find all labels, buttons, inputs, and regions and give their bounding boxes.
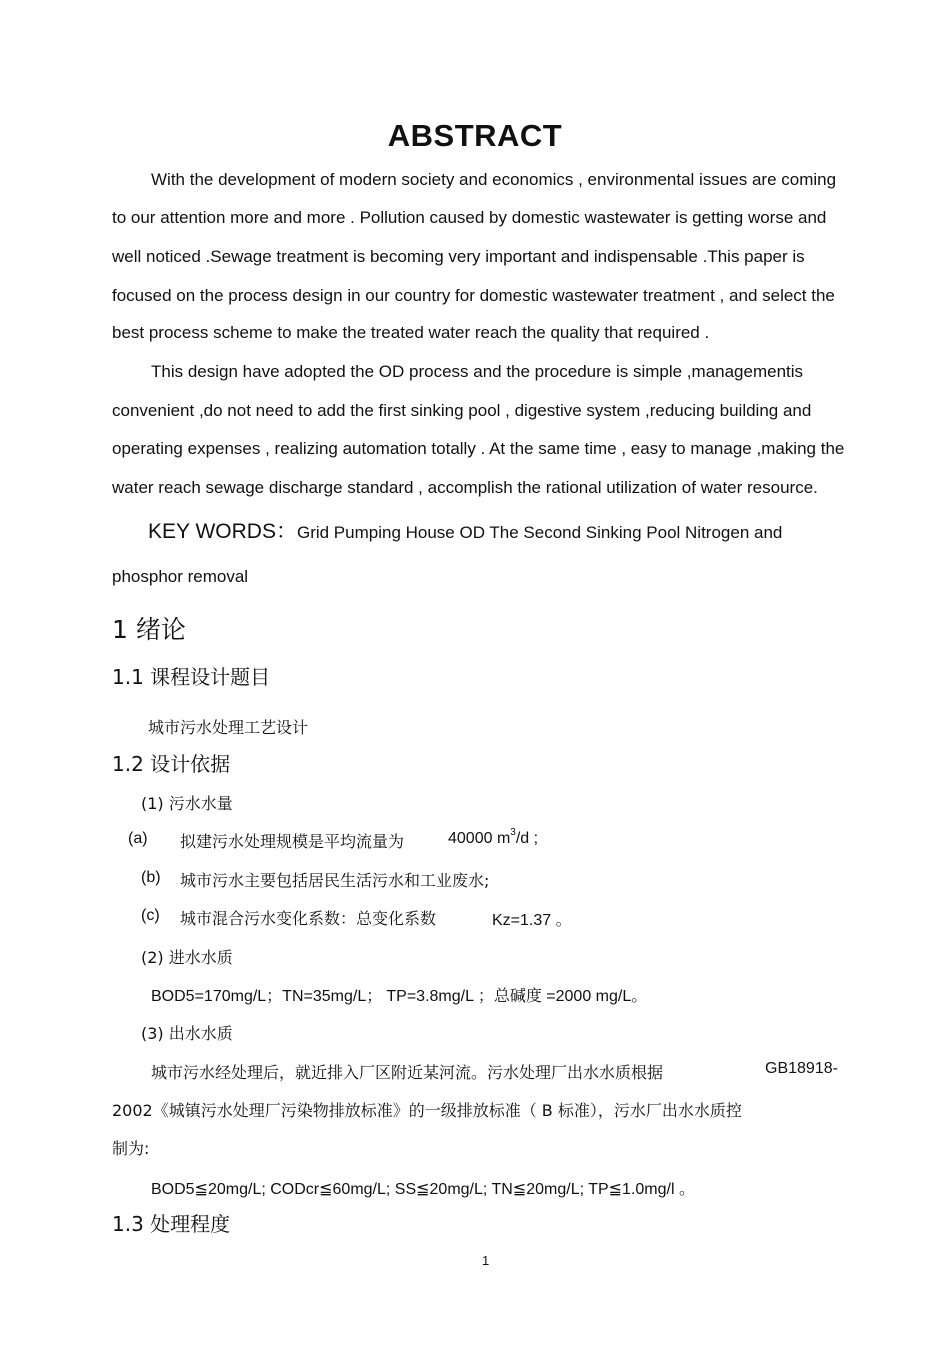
item-a-text: 拟建污水处理规模是平均流量为 — [180, 832, 405, 851]
section-1-heading: 1 绪论 — [112, 615, 186, 644]
item-b-text: 城市污水主要包括居民生活污水和工业废水; — [180, 871, 490, 890]
outflow-text-line-1: 城市污水经处理后，就近排入厂区附近某河流。污水处理厂出水水质根据 — [151, 1063, 664, 1082]
item-a-value — [448, 827, 539, 848]
flow-unit-superscript: 3 — [510, 827, 516, 838]
abstract-line-5: best process scheme to make the treated water reach the quality that required . — [112, 323, 710, 342]
outflow-quality-item: (3) 出水水质 — [141, 1024, 233, 1043]
outflow-text-line-2: 2002《城镇污水处理厂污染物排放标准》的一级排放标准（ B 标准），污水厂出水水质控 — [112, 1101, 742, 1120]
item-c-text: 城市混合污水变化系数：总变化系数 — [180, 909, 437, 928]
section-1-1-heading: 1.1 课程设计题目 — [112, 665, 271, 689]
page-number: 1 — [482, 1253, 490, 1268]
inflow-quality-values: BOD5=170mg/L；TN=35mg/L； TP=3.8mg/L ；总碱度 =2000 mg/L。 — [151, 988, 648, 1005]
abstract-line-9: water reach sewage discharge standard , accomplish the rational utilization of water resource. — [112, 478, 818, 497]
flow-value: 40000 m — [448, 830, 511, 847]
item-c-value: Kz=1.37 。 — [492, 912, 572, 929]
section-1-3-heading: 1.3 处理程度 — [112, 1212, 231, 1236]
abstract-line-7: convenient ,do not need to add the first sinking pool , digestive system ,reducing building and — [112, 401, 812, 420]
abstract-line-4: focused on the process design in our country for domestic wastewater treatment , and select the — [112, 286, 835, 305]
abstract-line-3: well noticed .Sewage treatment is becoming very important and indispensable .This paper is — [112, 247, 805, 266]
abstract-line-2: to our attention more and more . Pollution caused by domestic wastewater is getting worse and — [112, 208, 827, 227]
abstract-line-6: This design have adopted the OD process and the procedure is simple ,managementis — [151, 362, 804, 381]
outflow-limits: BOD5≦20mg/L; CODcr≦60mg/L; SS≦20mg/L; TN≦20mg/L; TP≦1.0mg/l 。 — [151, 1181, 695, 1198]
item-b-label: (b) — [141, 869, 161, 886]
keywords-label: KEY WORDS： — [148, 520, 297, 543]
section-1-2-heading: 1.2 设计依据 — [112, 752, 231, 776]
keywords-line — [148, 515, 782, 545]
outflow-standard-code: GB18918- — [765, 1060, 838, 1077]
item-c-label: (c) — [141, 907, 160, 924]
abstract-line-8: operating expenses , realizing automation totally . At the same time , easy to manage ,making the — [112, 439, 845, 458]
abstract-title: ABSTRACT — [387, 118, 563, 153]
abstract-line-1: With the development of modern society and economics , environmental issues are coming — [151, 170, 837, 189]
outflow-text-line-3: 制为: — [112, 1139, 150, 1158]
keywords-text: Grid Pumping House OD The Second Sinking Pool Nitrogen and — [296, 523, 783, 542]
inflow-quality-item: (2) 进水水质 — [141, 948, 233, 967]
flow-unit: /d ; — [515, 830, 539, 847]
water-volume-item: (1) 污水水量 — [141, 794, 233, 813]
section-1-1-text: 城市污水处理工艺设计 — [148, 718, 309, 737]
keywords-continuation: phosphor removal — [112, 567, 249, 586]
item-a-label: (a) — [128, 830, 148, 847]
